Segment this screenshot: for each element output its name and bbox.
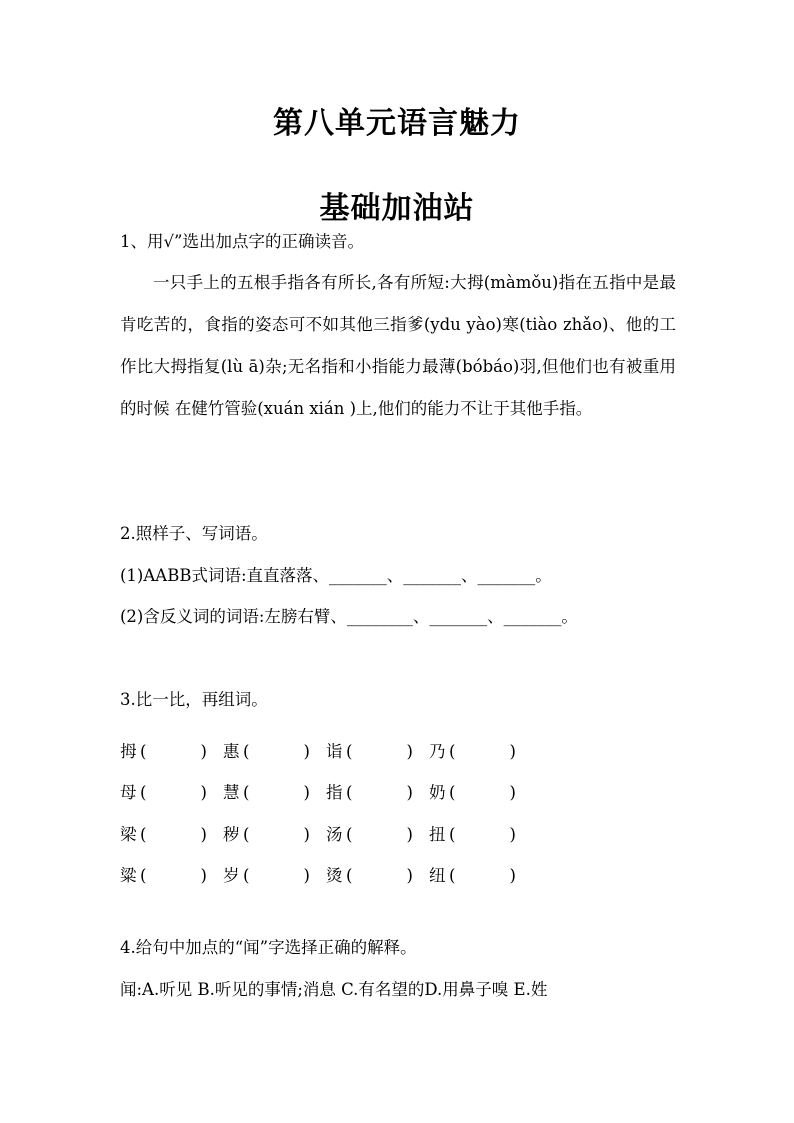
q3-character: 乃 [429, 741, 446, 761]
section-title: 基础加油站 [319, 191, 475, 226]
q1-passage: 一只手上的五根手指各有所长,各有所短:大拇(màmǒu)指在五指中是最肯吃苦的，食指的姿态可不如其他三指爹(ydu yào)寒(tiào zhǎo)、他的工作比大拇指复(lù ā)杂;无名指和小指能力最薄(bóbáo)羽,但他们也有被重用的时候 在健竹管验(xuán xián )上,他们的能力不让于其他手指。 [120, 273, 676, 418]
q3-close-paren: ) [303, 741, 310, 761]
q3-character: 慧 [223, 783, 240, 803]
q3-cell [223, 862, 326, 886]
q2-heading: 2.照样子、写词语。 [120, 524, 268, 543]
q3-heading: 3.比一比，再组词。 [120, 690, 268, 709]
q3-close-paren: ) [406, 783, 413, 803]
q3-character: 扭 [429, 824, 446, 844]
q3-close-paren: ) [509, 741, 516, 761]
q3-open-paren: ( [243, 824, 250, 844]
q3-cell [223, 821, 326, 845]
q3-cell [326, 862, 429, 886]
q3-character: 诣 [326, 741, 343, 761]
q3-close-paren: ) [509, 824, 516, 844]
q3-cell [223, 779, 326, 803]
q3-close-paren: ) [406, 824, 413, 844]
q3-open-paren: ( [140, 783, 147, 803]
q3-open-paren: ( [346, 824, 353, 844]
q2-item-2: (2)含反义词的词语:左膀右臂、________、_______、_______。 [120, 607, 578, 626]
q3-open-paren: ( [243, 741, 250, 761]
q3-cell [429, 821, 532, 845]
q3-open-paren: ( [140, 824, 147, 844]
q3-close-paren: ) [303, 783, 310, 803]
q3-close-paren: ) [509, 783, 516, 803]
q3-character: 拇 [120, 741, 137, 761]
q3-character: 汤 [326, 824, 343, 844]
unit-title: 第八单元语言魅力 [273, 106, 521, 141]
q3-character: 指 [326, 783, 343, 803]
q3-cell [120, 779, 223, 803]
q3-character: 纽 [429, 866, 446, 886]
q3-close-paren: ) [200, 783, 207, 803]
q3-cell [429, 862, 532, 886]
q3-cell [326, 779, 429, 803]
q3-open-paren: ( [243, 866, 250, 886]
q3-character: 梁 [120, 824, 137, 844]
q3-cell [429, 738, 532, 762]
q3-character: 烫 [326, 866, 343, 886]
q3-close-paren: ) [200, 824, 207, 844]
q3-character-grid [120, 729, 532, 895]
q3-open-paren: ( [449, 866, 456, 886]
q3-cell [223, 738, 326, 762]
q3-close-paren: ) [200, 866, 207, 886]
q3-cell [326, 738, 429, 762]
q3-character: 岁 [223, 866, 240, 886]
q3-row [120, 729, 532, 771]
q3-cell [120, 862, 223, 886]
q3-close-paren: ) [200, 741, 207, 761]
q3-close-paren: ) [406, 866, 413, 886]
q2-item-1: (1)AABB式词语:直直落落、_______、_______、_______。 [120, 566, 552, 585]
q3-character: 粱 [120, 866, 137, 886]
q3-open-paren: ( [346, 741, 353, 761]
q3-open-paren: ( [346, 866, 353, 886]
q3-open-paren: ( [449, 824, 456, 844]
q3-row [120, 812, 532, 854]
q4-heading: 4.给句中加点的“闻”字选择正确的解释。 [120, 938, 417, 957]
q3-open-paren: ( [449, 783, 456, 803]
q3-row [120, 854, 532, 896]
q3-open-paren: ( [243, 783, 250, 803]
q1-heading: 1、用√”选出加点字的正确读音。 [120, 232, 364, 251]
q3-close-paren: ) [509, 866, 516, 886]
q3-character: 秽 [223, 824, 240, 844]
q3-open-paren: ( [140, 741, 147, 761]
q3-open-paren: ( [140, 866, 147, 886]
q3-character: 奶 [429, 783, 446, 803]
q3-character: 母 [120, 783, 137, 803]
q3-cell [326, 821, 429, 845]
q3-cell [120, 821, 223, 845]
q4-options: 闻:A.听见 B.听见的事情;消息 C.有名望的D.用鼻子嗅 E.姓 [120, 980, 548, 999]
q3-cell [120, 738, 223, 762]
q3-open-paren: ( [346, 783, 353, 803]
q3-close-paren: ) [303, 824, 310, 844]
q3-close-paren: ) [303, 866, 310, 886]
q3-cell [429, 779, 532, 803]
q3-open-paren: ( [449, 741, 456, 761]
q3-close-paren: ) [406, 741, 413, 761]
q3-character: 惠 [223, 741, 240, 761]
q3-row [120, 771, 532, 813]
